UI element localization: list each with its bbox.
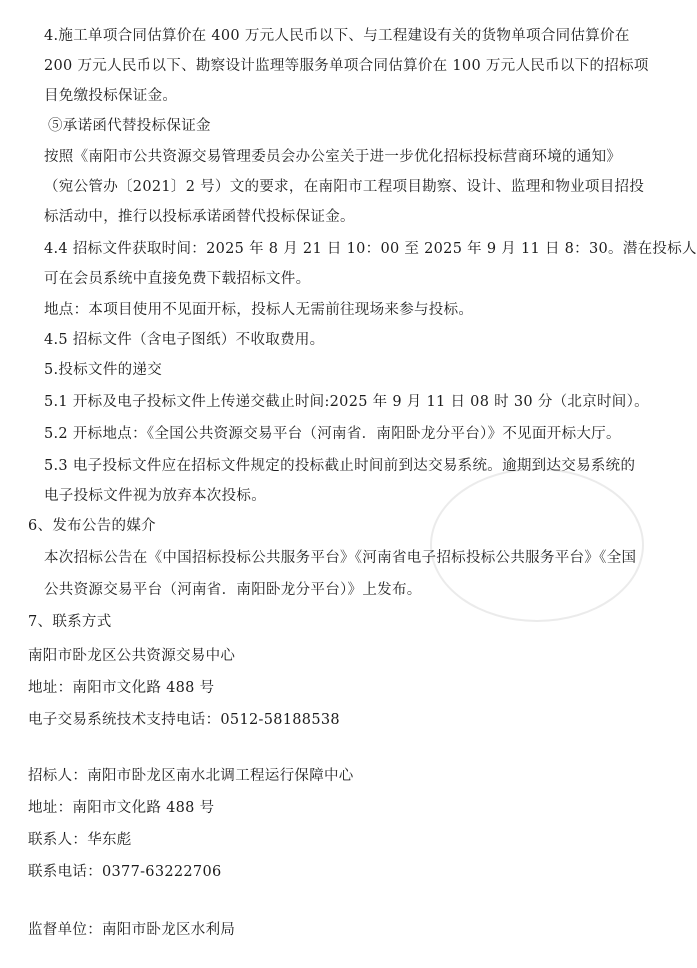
text-line: 200 万元人民币以下、勘察设计监理等服务单项合同估算价在 100 万元人民币以下的招标项 [44, 58, 649, 74]
text-line: 地址：南阳市文化路 488 号 [28, 680, 215, 696]
text-line: 本次招标公告在《中国招标投标公共服务平台》《河南省电子招标投标公共服务平台》《全国 [44, 550, 637, 566]
text-line: 可在会员系统中直接免费下载招标文件。 [44, 271, 311, 287]
text-line: 目免缴投标保证金。 [44, 88, 178, 104]
text-line: 标活动中，推行以投标承诺函替代投标保证金。 [44, 209, 355, 225]
text-line: 5.2 开标地点：《全国公共资源交易平台（河南省．南阳卧龙分平台）》不见面开标大厅。 [44, 426, 621, 442]
text-line: 南阳市卧龙区公共资源交易中心 [28, 648, 236, 664]
text-line: 联系电话：0377-63222706 [28, 864, 222, 880]
text-line: 5.3 电子投标文件应在招标文件规定的投标截止时间前到达交易系统。逾期到达交易系统的 [44, 458, 636, 474]
text-line: 按照《南阳市公共资源交易管理委员会办公室关于进一步优化招标投标营商环境的通知》 [44, 149, 622, 165]
text-line: 公共资源交易平台（河南省．南阳卧龙分平台）》上发布。 [44, 582, 422, 598]
text-line: 电子投标文件视为放弃本次投标。 [44, 488, 266, 504]
text-line: 5.1 开标及电子投标文件上传递交截止时间:2025 年 9 月 11 日 08 时 30 分（北京时间）。 [44, 394, 649, 410]
text-line: 招标人：南阳市卧龙区南水北调工程运行保障中心 [28, 768, 354, 784]
section-heading: 7、联系方式 [28, 614, 112, 630]
text-line: 4.5 招标文件（含电子图纸）不收取费用。 [44, 332, 325, 348]
section-heading: ⑤承诺函代替投标保证金 [48, 118, 211, 134]
text-line: 4.施工单项合同估算价在 400 万元人民币以下、与工程建设有关的货物单项合同估算价在 [44, 28, 630, 44]
faint-seal-stamp [430, 468, 644, 622]
text-line: 电子交易系统技术支持电话：0512-58188538 [28, 712, 340, 728]
section-heading: 5.投标文件的递交 [44, 362, 163, 378]
text-line: 地点：本项目使用不见面开标，投标人无需前往现场来参与投标。 [44, 302, 474, 318]
text-line: 监督单位：南阳市卧龙区水利局 [28, 922, 236, 938]
text-line: 地址：南阳市文化路 488 号 [28, 800, 215, 816]
text-line: （宛公管办〔2021〕2 号）文的要求，在南阳市工程项目勘察、设计、监理和物业项目招投 [44, 179, 645, 195]
text-line: 联系人：华东彪 [28, 832, 132, 848]
section-heading: 6、发布公告的媒介 [28, 518, 156, 534]
text-line: 4.4 招标文件获取时间：2025 年 8 月 21 日 10：00 至 2025 年 9 月 11 日 8：30。潜在投标人 [44, 241, 697, 257]
